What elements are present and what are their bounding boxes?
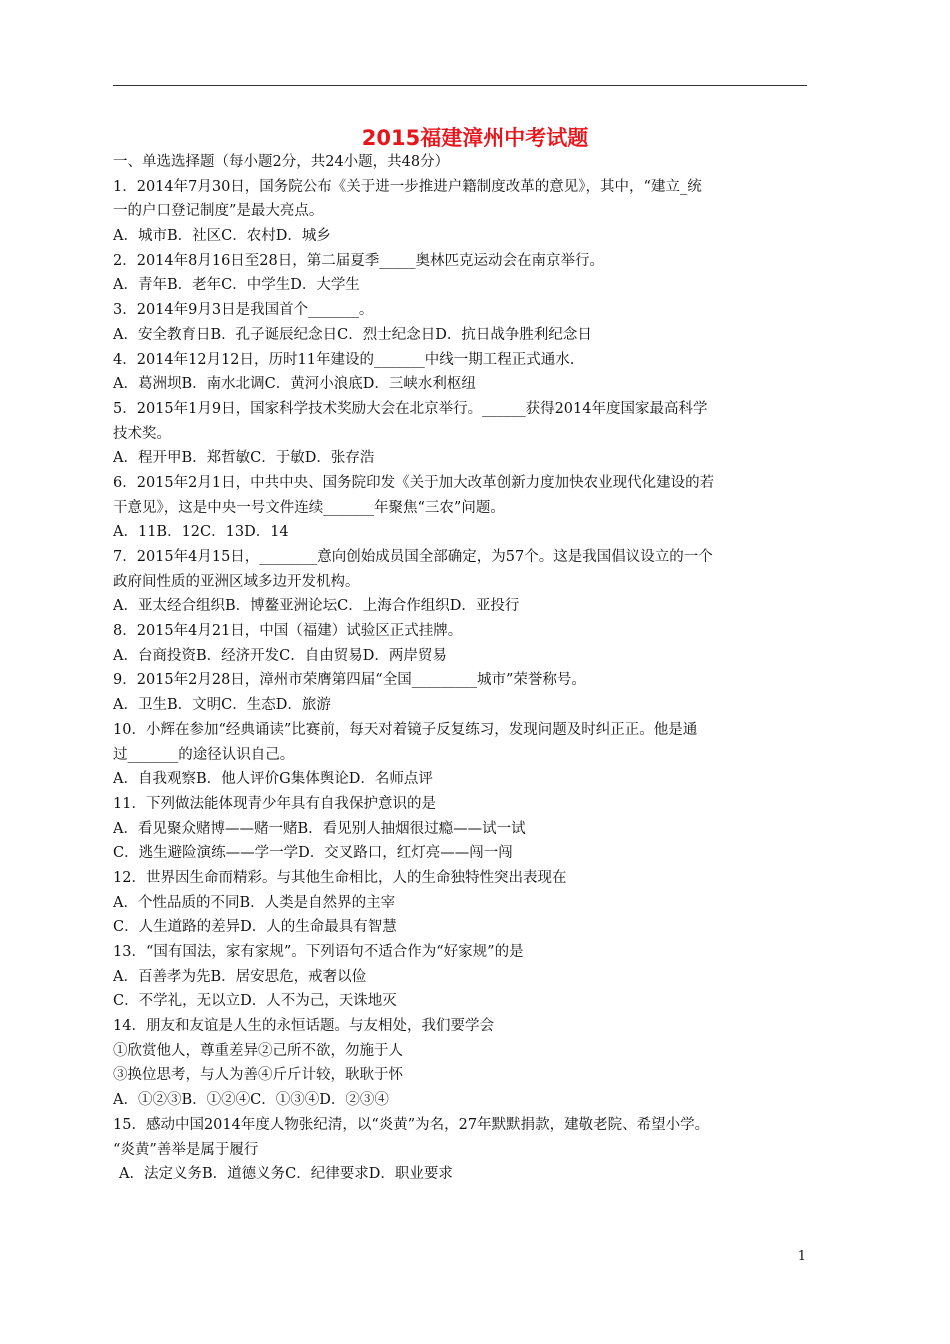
text-line: 一的户口登记制度”是最大亮点。	[113, 203, 324, 220]
text-line: A．自我观察B．他人评价G集体舆论D．名师点评	[113, 771, 433, 788]
text-line: 10．小辉在参加“经典诵读”比赛前，每天对着镜子反复练习，发现问题及时纠正正。他是通	[113, 721, 698, 738]
text-line: 8．2015年4月21日，中国（福建）试验区正式挂牌。	[113, 623, 463, 640]
text-line: C．人生道路的差异D．人的生命最具有智慧	[113, 919, 397, 936]
text-line: A．11B．12C．13D．14	[113, 524, 289, 541]
text-line: 干意见》，这是中央一号文件连续_______年聚焦“三农”问题。	[113, 499, 505, 516]
text-line: A．程开甲B．郑哲敏C．于敏D．张存浩	[113, 450, 375, 467]
text-line: A．亚太经合组织B．博鳌亚洲论坛C．上海合作组织D．亚投行	[113, 598, 520, 615]
text-line: 政府间性质的亚洲区域多边开发机构。	[113, 573, 360, 590]
page-title: 2015福建漳州中考试题	[361, 126, 589, 150]
text-line: 7．2015年4月15日，________意向创始成员国全部确定，为57个。这是我国倡议设立的一个	[113, 549, 713, 565]
text-line: A．城市B．社区C．农村D．城乡	[113, 228, 331, 245]
text-line: 1．2014年7月30日，国务院公布《关于进一步推进户籍制度改革的意见》，其中，“建立_统	[113, 178, 702, 195]
text-line: A．台商投资B．经济开发C．自由贸易D．两岸贸易	[113, 647, 447, 664]
text-line: 14．朋友和友谊是人生的永恒话题。与友相处，我们要学会	[113, 1018, 494, 1035]
text-line: 11．下列做法能体现青少年具有自我保护意识的是	[113, 795, 436, 812]
text-line: C．不学礼，无以立D．人不为己，天诛地灭	[113, 993, 397, 1010]
text-line: 12．世界因生命而精彩。与其他生命相比，人的生命独特性突出表现在	[113, 869, 567, 886]
text-line: 3．2014年9月3日是我国首个_______。	[113, 302, 374, 319]
text-line: 过_______的途径认识自己。	[113, 746, 295, 763]
text-line: “炎黄”善举是属于履行	[113, 1141, 259, 1158]
header-rule	[113, 85, 807, 86]
text-line: A．①②③B．①②④C．①③④D．②③④	[113, 1092, 389, 1109]
text-line: A．百善孝为先B．居安思危，戒奢以俭	[113, 968, 367, 985]
text-line: ③换位思考，与人为善④斤斤计较，耿耿于怀	[113, 1067, 403, 1084]
text-line: C．逃生避险演练——学一学D．交叉路口，红灯亮——闯一闯	[113, 845, 513, 862]
text-line: A．卫生B．文明C．生态D．旅游	[113, 697, 331, 714]
text-line: 13．“国有国法，家有家规”。下列语句不适合作为“好家规”的是	[113, 944, 524, 960]
document-body	[113, 150, 813, 1187]
text-line: A．看见聚众赌博——赌一赌B．看见别人抽烟很过瘾——试一试	[113, 820, 526, 837]
text-line: A．法定义务B．道德义务C．纪律要求D．职业要求	[119, 1166, 453, 1183]
text-line: A．个性品质的不同B．人类是自然界的主宰	[113, 894, 396, 911]
text-line: 6．2015年2月1日，中共中央、国务院印发《关于加大改革创新力度加快农业现代化建设的若	[113, 474, 715, 491]
text-line: 15．感动中国2014年度人物张纪清，以“炎黄”为名，27年默默捐款，建敬老院、希望小学。	[113, 1116, 710, 1133]
text-line: A．葛洲坝B．南水北调C．黄河小浪底D．三峡水利枢纽	[113, 376, 476, 393]
page-number: 1	[797, 1249, 806, 1264]
text-line: 5．2015年1月9日，国家科学技术奖励大会在北京举行。______获得2014年度国家最高科学	[113, 400, 708, 417]
text-line: A．安全教育日B．孔子诞辰纪念日C．烈士纪念日D．抗日战争胜利纪念日	[113, 326, 592, 343]
text-line: 4．2014年12月12日，历时11年建设的_______中线一期工程正式通水.	[113, 351, 575, 368]
section-heading: 一、单选选择题（每小题2分，共24小题，共48分）	[113, 154, 450, 170]
text-line: 技术奖。	[113, 425, 171, 442]
text-line: 9．2015年2月28日，漳州市荣膺第四届“全国_________城市”荣誉称号。	[113, 672, 586, 689]
text-line: A．青年B．老年C．中学生D．大学生	[113, 277, 360, 294]
text-line: ①欣赏他人，尊重差异②己所不欲，勿施于人	[113, 1042, 403, 1059]
text-line: 2．2014年8月16日至28日，第二届夏季_____奥林匹克运动会在南京举行。	[113, 252, 605, 269]
